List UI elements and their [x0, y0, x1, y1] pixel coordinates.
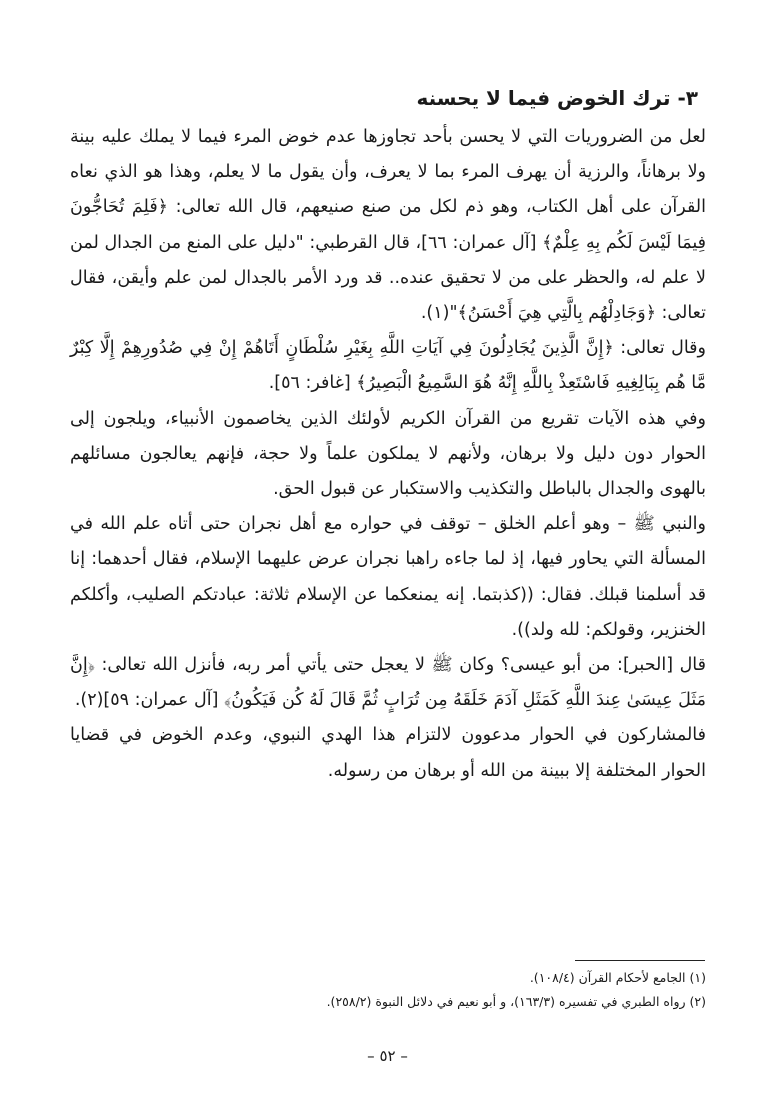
paragraph-4: والنبي ﷺ – وهو أعلم الخلق – توقف في حواره مع أهل نجران حتى أتاه علم الله في المسألة التي يحاور فيها، إذ لما جاءه راهبا نجران عرض عليهما الإسلام، فقال أحدهما: إنا قد أسلمنا قبلك. فقال: ((كذبتما. إنه يمنعكما عن الإسلام ثلاثة: عبادتكم الصليب، وأكلكم الخنزير، وقولكم: لله ولد)). — [70, 514, 706, 640]
page-body — [70, 78, 706, 789]
footnote-2: (٢) رواه الطبري في تفسيره (١٦٣/٣)، و أبو نعيم في دلائل النبوة (٢٥٨/٢). — [326, 994, 706, 1009]
paragraph-1: لعل من الضروريات التي لا يحسن بأحد تجاوزها عدم خوض المرء فيما لا يملك عليه بينة ولا برهاناً، والرزية أن يهرف المرء بما لا يعرف، وأن يقول ما لا يعلم، وهذا هو الذي نعاه القرآن على أهل الكتاب، وهو ذم لكل من صنع صنيعهم، قال الله تعالى: ﴿فَلِمَ تُحَاجُّونَ فِيمَا لَيْسَ لَكُم بِهِ عِلْمٌ﴾ [آل عمران: ٦٦]، قال القرطبي: "دليل على المنع من الجدال لمن لا علم له، والحظر على من لا تحقيق عنده.. قد ورد الأمر بالجدال لمن علم وأيقن، فقال تعالى: ﴿وَجَادِلْهُم بِالَّتِي هِيَ أَحْسَنُ﴾"(١). — [70, 127, 706, 324]
paragraph-5: قال [الحبر]: من أبو عيسى؟ وكان ﷺ لا يعجل حتى يأتي أمر ربه، فأنزل الله تعالى: ﴿إِنَّ مَثَلَ عِيسَىٰ عِندَ اللَّهِ كَمَثَلِ آدَمَ خَلَقَهُ مِن تُرَابٍ ثُمَّ قَالَ لَهُ كُن فَيَكُونُ﴾ [آل عمران: ٥٩](٢). — [70, 655, 706, 711]
paragraph-6: فالمشاركون في الحوار مدعوون لالتزام هذا الهدي النبوي، وعدم الخوض في قضايا الحوار المختلفة إلا ببينة من الله أو برهان من رسوله. — [70, 725, 706, 781]
section-heading: ٣- ترك الخوض فيما لا يحسنه — [416, 86, 698, 110]
footnotes — [70, 966, 706, 1014]
paragraph-2: وقال تعالى: ﴿إِنَّ الَّذِينَ يُجَادِلُونَ فِي آيَاتِ اللَّهِ بِغَيْرِ سُلْطَانٍ أَتَاهُمْ إِنْ فِي صُدُورِهِمْ إِلَّا كِبْرٌ مَّا هُم بِبَالِغِيهِ فَاسْتَعِذْ بِاللَّهِ إِنَّهُ هُوَ السَّمِيعُ الْبَصِيرُ﴾ [غافر: ٥٦]. — [70, 338, 706, 394]
footnote-divider — [575, 960, 705, 961]
paragraph-3: وفي هذه الآيات تقريع من القرآن الكريم لأولئك الذين يخاصمون الأنبياء، ويلجون إلى الحوار دون دليل ولا برهان، ولأنهم لا يملكون علماً ولا حجة، فإنهم يعالجون مسائلهم بالهوى والجدال بالباطل والتكذيب والاستكبار عن قبول الحق. — [70, 408, 706, 500]
footnote-1: (١) الجامع لأحكام القرآن (١٠٨/٤). — [529, 970, 706, 985]
page-number: – ٥٢ – — [367, 1047, 408, 1065]
